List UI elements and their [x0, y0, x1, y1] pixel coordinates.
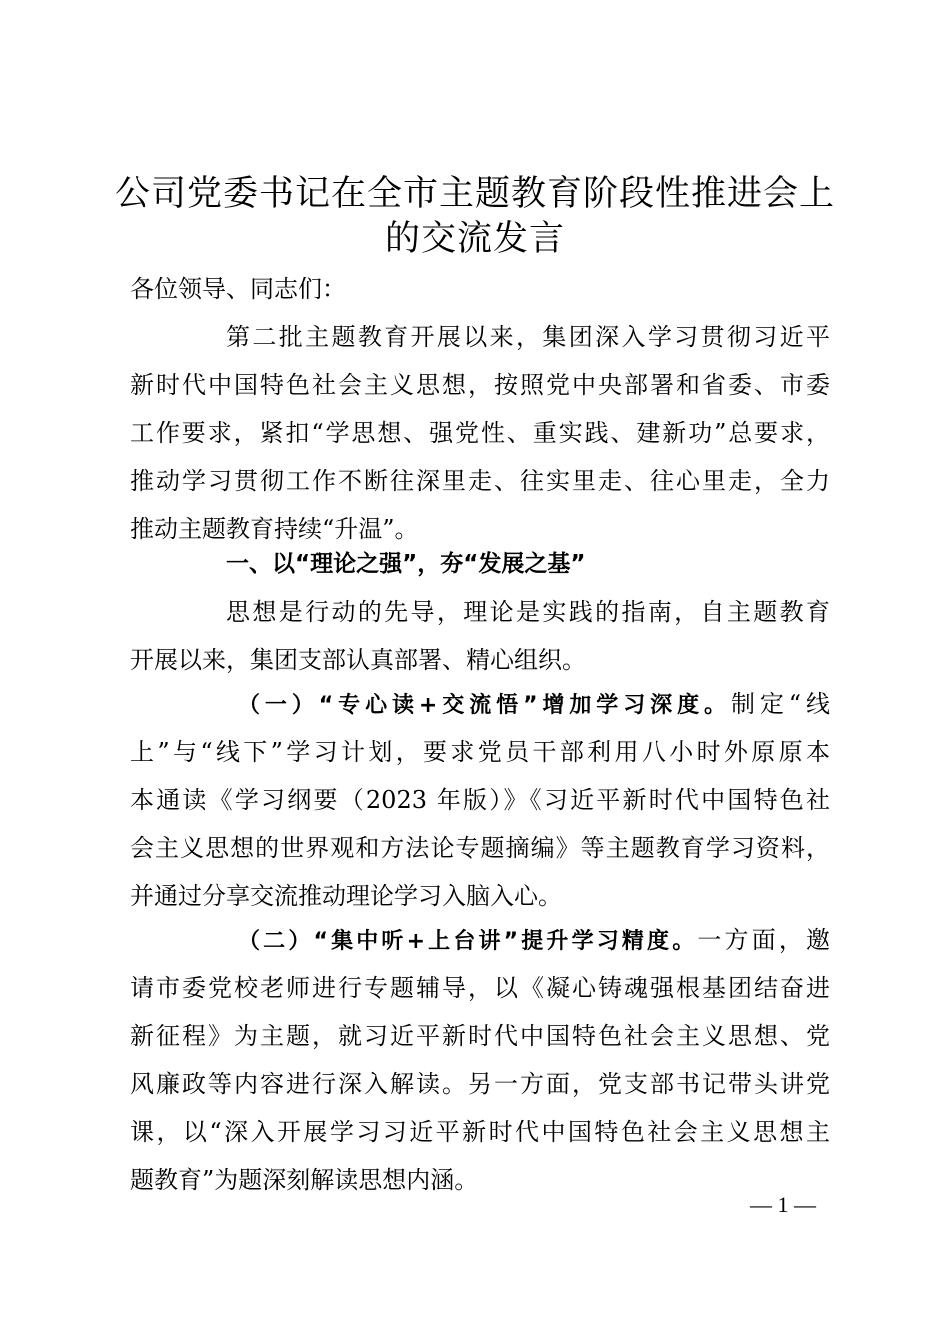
- paragraph-subsection-1: [130, 680, 830, 920]
- paragraph-line: 本通读《学习纲要（2023 年版）》《习近平新时代中国特色社: [130, 786, 830, 814]
- paragraph-line-rest: 制定“线: [730, 690, 830, 718]
- page-number: — 1 —: [750, 1192, 816, 1217]
- section-heading-1: 一、以“理论之强”，夯“发展之基”: [226, 551, 586, 577]
- paragraph-line: 并通过分享交流推动理论学习入脑入心。: [130, 882, 562, 910]
- paragraph-line: 新征程》为主题，就习近平新时代中国特色社会主义思想、党: [130, 1022, 830, 1050]
- paragraph-line: [130, 916, 830, 964]
- paragraph-line: 课，以“深入开展学习习近平新时代中国特色社会主义思想主: [130, 1118, 830, 1146]
- paragraph-line: 工作要求，紧扣“学思想、强党性、重实践、建新功”总要求，: [130, 419, 830, 447]
- paragraph-line: 请市委党校老师进行专题辅导，以《凝心铸魂强根基团结奋进: [130, 974, 830, 1002]
- paragraph-line: 思想是行动的先导，理论是实践的指南，自主题教育: [226, 598, 830, 626]
- paragraph-line: 风廉政等内容进行深入解读。另一方面，党支部书记带头讲党: [130, 1070, 830, 1098]
- paragraph-line-rest: 一方面，邀: [697, 926, 831, 954]
- subsection-label: （二）“集中听+上台讲”提升学习精度。: [238, 929, 698, 954]
- paragraph-line: 会主义思想的世界观和方法论专题摘编》等主题教育学习资料，: [130, 834, 830, 862]
- paragraph-intro: [130, 313, 830, 553]
- paragraph-subsection-2: [130, 916, 830, 1204]
- document-title-line-2: 的交流发言: [384, 219, 565, 259]
- paragraph-line: 题教育”为题深刻解读思想内涵。: [130, 1166, 479, 1194]
- document-title-line-1: 公司党委书记在全市主题教育阶段性推进会上: [114, 174, 835, 214]
- paragraph-line: 开展以来，集团支部认真部署、精心组织。: [130, 646, 586, 674]
- salutation: 各位领导、同志们：: [130, 275, 346, 303]
- paragraph-section-1-intro: [130, 588, 830, 684]
- paragraph-line: [130, 680, 830, 728]
- paragraph-line: 推动学习贯彻工作不断往深里走、往实里走、往心里走，全力: [130, 467, 830, 495]
- paragraph-line: 第二批主题教育开展以来，集团深入学习贯彻习近平: [226, 323, 830, 351]
- paragraph-line: 上”与“线下”学习计划，要求党员干部利用八小时外原原本: [130, 738, 830, 766]
- paragraph-line: 推动主题教育持续“升温”。: [130, 515, 419, 543]
- subsection-label: （一）“专心读+交流悟”增加学习深度。: [238, 693, 731, 718]
- paragraph-line: 新时代中国特色社会主义思想，按照党中央部署和省委、市委: [130, 371, 830, 399]
